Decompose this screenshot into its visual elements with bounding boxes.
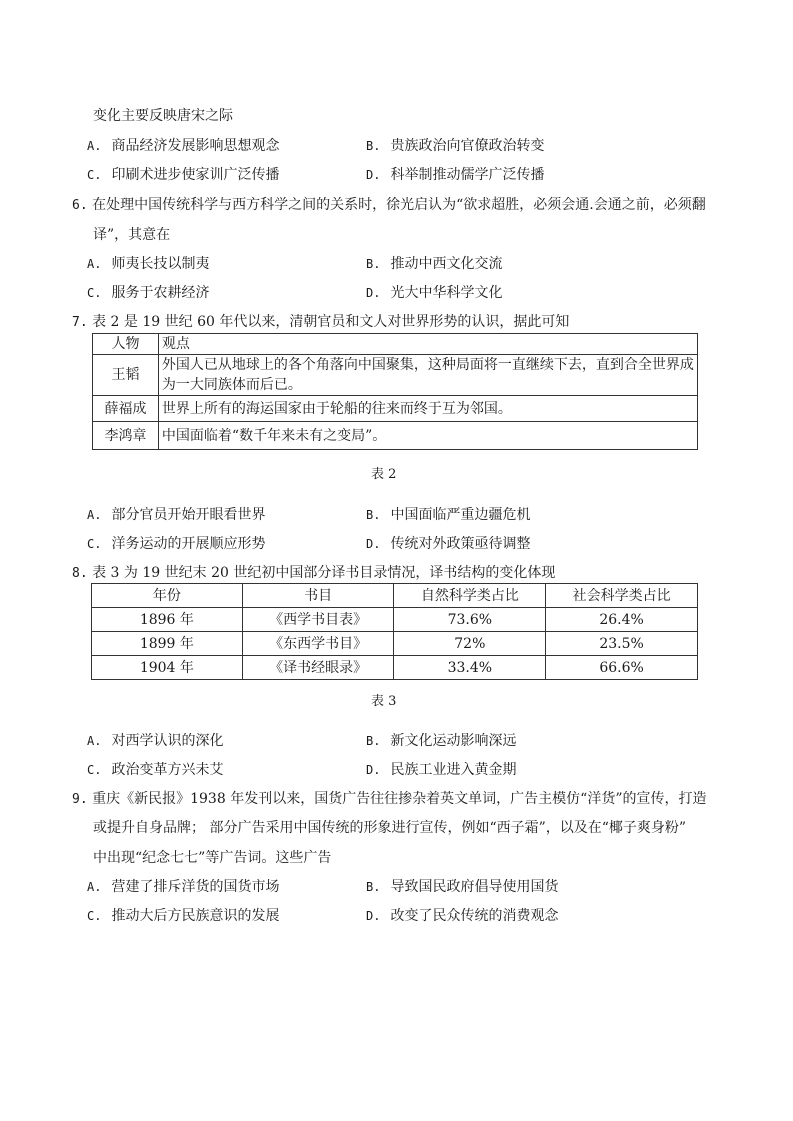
view-cell: 中国面临着“数千年来未有之变局”。 xyxy=(158,422,697,450)
person-cell: 李鸿章 xyxy=(93,422,159,450)
option-letter: D. xyxy=(366,286,381,300)
option-text: 营建了排斥洋货的国货市场 xyxy=(111,879,280,895)
q8-option-d[interactable] xyxy=(366,760,516,780)
person-cell: 王韬 xyxy=(93,355,159,396)
option-letter: B. xyxy=(366,508,381,522)
q9-stem-text: 重庆《新民报》1938 年发刊以来，国货广告往往掺杂着英文单词，广告主模仿“洋货”的宣传，打造 xyxy=(92,791,707,807)
option-letter: A. xyxy=(87,880,102,894)
option-text: 服务于农耕经济 xyxy=(111,285,210,301)
table-header-cell: 自然科学类占比 xyxy=(394,584,546,608)
table-cell: 23.5% xyxy=(546,632,698,656)
q9-option-b[interactable] xyxy=(366,877,558,897)
q6-option-d[interactable] xyxy=(366,283,502,303)
table-cell: 1899 年 xyxy=(92,632,243,656)
option-letter: C. xyxy=(87,763,102,777)
option-text: 部分官员开始开眼看世界 xyxy=(111,507,266,523)
table-cell: 72% xyxy=(394,632,546,656)
option-letter: C. xyxy=(87,168,102,182)
q6-stem-text: 在处理中国传统科学与西方科学之间的关系时，徐光启认为“欲求超胜，必须会通.会通之前，必须翻 xyxy=(92,197,706,213)
option-text: 商品经济发展影响思想观念 xyxy=(111,138,280,154)
table-3-caption: 表 3 xyxy=(371,694,397,709)
person-cell: 薛福成 xyxy=(93,396,159,422)
q5-option-c[interactable] xyxy=(87,165,279,185)
option-text: 政治变革方兴未艾 xyxy=(111,762,224,778)
option-letter: D. xyxy=(366,763,381,777)
table-3 xyxy=(91,583,698,680)
view-cell xyxy=(158,355,697,396)
table-row xyxy=(93,422,698,450)
table-cell: 1904 年 xyxy=(92,656,243,680)
table-header-cell: 观点 xyxy=(158,334,697,355)
table-row xyxy=(93,396,698,422)
option-text: 印刷术进步使家训广泛传播 xyxy=(111,167,280,183)
q5-option-b[interactable] xyxy=(366,136,544,156)
option-text: 对西学认识的深化 xyxy=(111,733,224,749)
table-cell: 66.6% xyxy=(546,656,698,680)
table-header-cell: 年份 xyxy=(92,584,243,608)
q8-option-c[interactable] xyxy=(87,760,223,780)
table-cell: 《西学书目表》 xyxy=(242,608,394,632)
option-text: 改变了民众传统的消费观念 xyxy=(390,908,559,924)
option-text: 中国面临严重边疆危机 xyxy=(390,507,531,523)
option-text: 科举制推动儒学广泛传播 xyxy=(390,167,545,183)
q6-option-b[interactable] xyxy=(366,254,502,274)
table-row xyxy=(92,656,698,680)
q6-stem-line1 xyxy=(72,195,706,216)
table-cell: 73.6% xyxy=(394,608,546,632)
table-row xyxy=(92,632,698,656)
option-text: 新文化运动影响深远 xyxy=(390,733,517,749)
q9-stem-line1 xyxy=(72,789,707,810)
question-number: 7. xyxy=(72,315,88,330)
q9-stem-line2: 或提升自身品牌； 部分广告采用中国传统的形象进行宣传，例如“西子霜”，以及在“椰子爽身粉” xyxy=(93,820,687,836)
table-cell: 26.4% xyxy=(546,608,698,632)
q5-option-a[interactable] xyxy=(87,136,279,156)
q9-stem-line3: 中出现“纪念七七”等广告词。这些广告 xyxy=(93,850,332,866)
view-line: 外国人已从地球上的各个角落向中国聚集，这种局面将一直继续下去，直到合全世界成 xyxy=(161,357,694,373)
q7-option-a[interactable] xyxy=(87,505,265,525)
view-cell: 世界上所有的海运国家由于轮船的往来而终于互为邻国。 xyxy=(158,396,697,422)
q9-option-c[interactable] xyxy=(87,906,279,926)
table-2-caption: 表 2 xyxy=(371,467,397,482)
option-letter: C. xyxy=(87,286,102,300)
q6-option-c[interactable] xyxy=(87,283,209,303)
table-row xyxy=(92,608,698,632)
table-header-cell: 人物 xyxy=(93,334,159,355)
q7-option-d[interactable] xyxy=(366,534,530,554)
q8-stem-text: 表 3 为 19 世纪末 20 世纪初中国部分译书目录情况，译书结构的变化体现 xyxy=(92,565,556,581)
option-text: 导致国民政府倡导使用国货 xyxy=(390,879,559,895)
question-number: 9. xyxy=(72,792,88,807)
table-row xyxy=(93,355,698,396)
question-number: 8. xyxy=(72,566,88,581)
option-letter: D. xyxy=(366,909,381,923)
option-text: 推动中西文化交流 xyxy=(390,256,503,272)
table-header-cell: 书目 xyxy=(242,584,394,608)
option-letter: B. xyxy=(366,257,381,271)
option-text: 洋务运动的开展顺应形势 xyxy=(111,536,266,552)
option-letter: B. xyxy=(366,139,381,153)
option-text: 民族工业进入黄金期 xyxy=(390,762,517,778)
q9-option-d[interactable] xyxy=(366,906,558,926)
q7-stem-text: 表 2 是 19 世纪 60 年代以来，清朝官员和文人对世界形势的认识，据此可知 xyxy=(92,314,570,330)
option-text: 传统对外政策亟待调整 xyxy=(390,536,531,552)
option-letter: D. xyxy=(366,537,381,551)
q6-option-a[interactable] xyxy=(87,254,209,274)
option-letter: A. xyxy=(87,734,102,748)
option-letter: B. xyxy=(366,880,381,894)
view-line: 为一大同族体而后已。 xyxy=(161,377,302,393)
q8-option-a[interactable] xyxy=(87,731,223,751)
q7-stem xyxy=(72,312,569,333)
option-text: 贵族政治向官僚政治转变 xyxy=(390,138,545,154)
q5-option-d[interactable] xyxy=(366,165,544,185)
table-header-cell: 社会科学类占比 xyxy=(546,584,698,608)
q9-option-a[interactable] xyxy=(87,877,279,897)
table-cell: 1896 年 xyxy=(92,608,243,632)
table-header-row xyxy=(93,334,698,355)
table-cell: 《东西学书目》 xyxy=(242,632,394,656)
option-letter: C. xyxy=(87,909,102,923)
q7-option-b[interactable] xyxy=(366,505,530,525)
table-cell: 33.4% xyxy=(394,656,546,680)
table-cell: 《译书经眼录》 xyxy=(242,656,394,680)
option-text: 师夷长技以制夷 xyxy=(111,256,210,272)
option-letter: C. xyxy=(87,537,102,551)
table-2 xyxy=(92,333,698,450)
q6-stem-line2: 译”，其意在 xyxy=(93,227,171,243)
q7-option-c[interactable] xyxy=(87,534,265,554)
option-letter: A. xyxy=(87,508,102,522)
question-number: 6. xyxy=(72,198,88,213)
option-letter: A. xyxy=(87,139,102,153)
q8-option-b[interactable] xyxy=(366,731,516,751)
option-text: 光大中华科学文化 xyxy=(390,285,503,301)
table-header-row xyxy=(92,584,698,608)
q8-stem xyxy=(72,563,555,584)
option-text: 推动大后方民族意识的发展 xyxy=(111,908,280,924)
option-letter: A. xyxy=(87,257,102,271)
option-letter: D. xyxy=(366,168,381,182)
q5-stem-tail: 变化主要反映唐宋之际 xyxy=(93,108,233,124)
option-letter: B. xyxy=(366,734,381,748)
